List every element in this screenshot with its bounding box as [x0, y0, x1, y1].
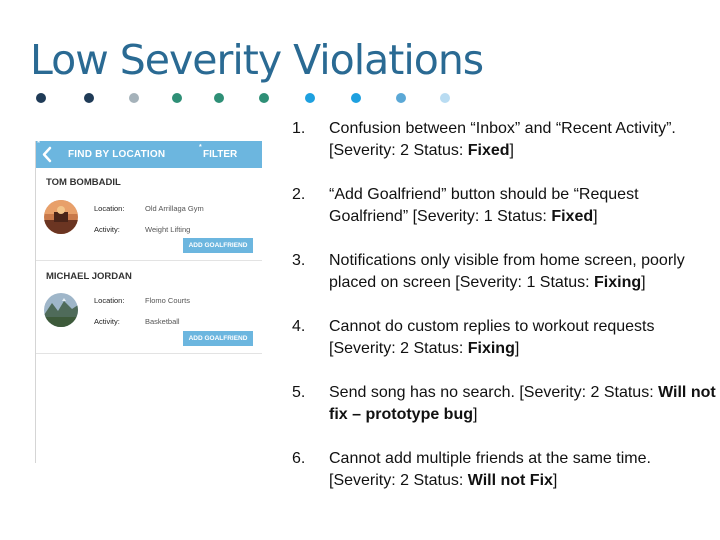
item-tail: ]	[552, 472, 558, 489]
item-text: “Add Goalfriend” button should be “Request Goalfriend” [Severity: 1 Status:	[329, 186, 639, 225]
divider	[36, 353, 262, 354]
back-arrow-icon[interactable]	[40, 146, 54, 163]
item-text: Notifications only visible from home screen, poorly placed on screen [Severity: 1 Status:	[329, 252, 685, 291]
item-tail: ]	[514, 340, 520, 357]
item-tail: ]	[641, 274, 646, 291]
item-number: 6.	[292, 450, 306, 467]
decorative-dot-row	[0, 0, 720, 110]
dot-6	[259, 93, 269, 103]
list-item	[292, 250, 717, 294]
activity-label: Activity:	[94, 225, 120, 234]
violations-list	[292, 118, 717, 514]
avatar[interactable]	[44, 200, 78, 234]
filter-button[interactable]	[199, 144, 238, 160]
dot-5	[214, 93, 224, 103]
user-name: TOM BOMBADIL	[46, 177, 121, 188]
dot-10	[440, 93, 450, 103]
location-value: Flomo Courts	[145, 296, 191, 305]
item-tail: ]	[473, 406, 478, 423]
dot-2	[84, 93, 94, 103]
list-item	[292, 118, 717, 162]
screen-title: FIND BY LOCATION	[68, 149, 166, 160]
add-goalfriend-button[interactable]: ADD GOALFRIEND	[183, 331, 253, 346]
location-label: Location:	[94, 204, 125, 213]
user-name: MICHAEL JORDAN	[46, 271, 132, 282]
list-item	[292, 382, 717, 426]
item-status: Fixing	[467, 340, 515, 357]
add-goalfriend-button[interactable]: ADD GOALFRIEND	[183, 238, 253, 253]
item-text: Confusion between “Inbox” and “Recent Activity”. [Severity: 2 Status:	[329, 120, 676, 159]
dot-9	[396, 93, 406, 103]
list-item	[292, 184, 717, 228]
item-status: Will not Fix	[467, 472, 553, 489]
item-text: Cannot add multiple friends at the same time. [Severity: 2 Status:	[329, 450, 651, 489]
item-text: Send song has no search. [Severity: 2 Status:	[329, 384, 659, 401]
item-status: Fixing	[594, 274, 642, 291]
app-header-bar	[36, 141, 262, 168]
asterisk-mark: *	[199, 144, 202, 151]
item-tail: ]	[509, 142, 514, 159]
item-number: 5.	[292, 384, 306, 401]
list-item	[292, 448, 717, 492]
item-status: Fixed	[467, 142, 510, 159]
item-number: 3.	[292, 252, 306, 269]
dot-7	[305, 93, 315, 103]
activity-value: Weight Lifting	[145, 225, 191, 234]
slide-title: Low Severity Violations	[30, 36, 484, 84]
item-status: Will not fix – prototype bug	[329, 384, 716, 423]
location-label: Location:	[94, 296, 125, 305]
activity-label: Activity:	[94, 317, 120, 326]
item-number: 4.	[292, 318, 306, 335]
item-text: Cannot do custom replies to workout requests [Severity: 2 Status:	[329, 318, 655, 357]
dot-4	[172, 93, 182, 103]
activity-value: Basketball	[145, 317, 180, 326]
app-screenshot	[35, 141, 262, 463]
asterisk-mark: *	[37, 141, 41, 148]
item-number: 1.	[292, 120, 306, 137]
dot-8	[351, 93, 361, 103]
item-number: 2.	[292, 186, 306, 203]
divider	[36, 260, 262, 261]
location-value: Old Arrillaga Gym	[145, 204, 204, 213]
dot-1	[36, 93, 46, 103]
avatar[interactable]	[44, 293, 78, 327]
item-status: Fixed	[551, 208, 594, 225]
dot-3	[129, 93, 139, 103]
item-tail: ]	[593, 208, 598, 225]
list-item	[292, 316, 717, 360]
filter-label: FILTER	[203, 149, 238, 160]
